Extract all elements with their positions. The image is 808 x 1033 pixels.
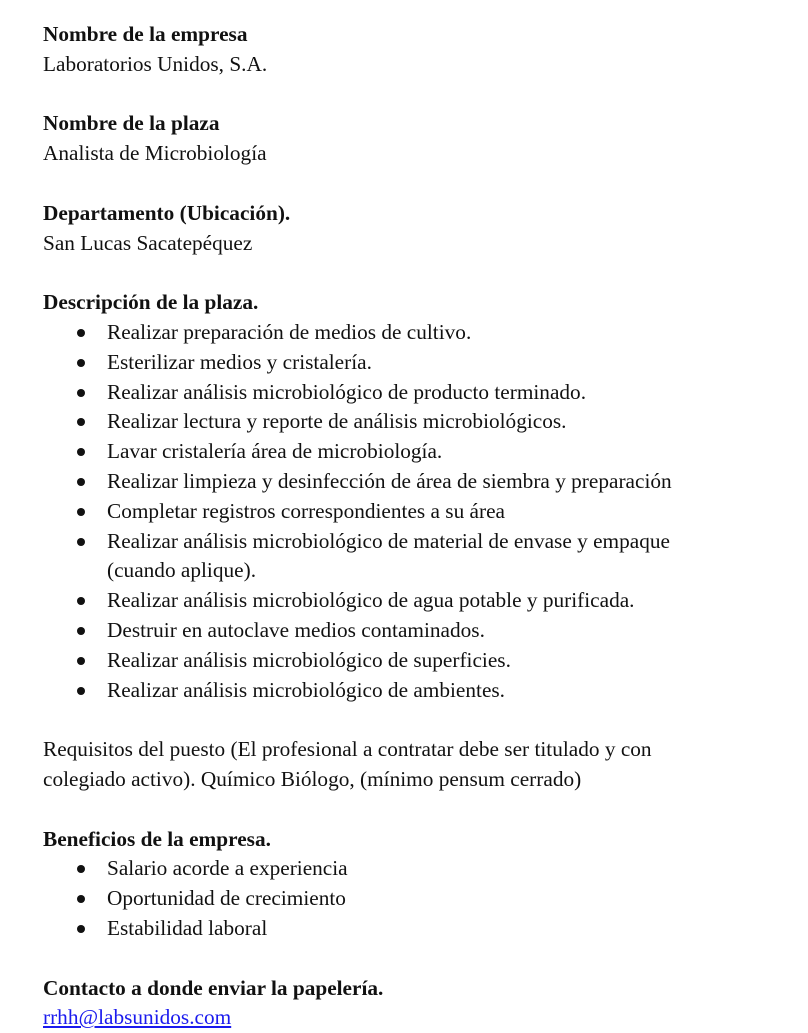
bullet-icon — [77, 418, 85, 426]
bullet-icon — [77, 389, 85, 397]
requirements-line-2: colegiado activo). Químico Biólogo, (mínimo pensum cerrado) — [43, 766, 582, 791]
list-item: Estabilidad laboral — [43, 914, 788, 944]
list-item: Realizar análisis microbiológico de superficies. — [43, 646, 788, 676]
list-item: Salario acorde a experiencia — [43, 854, 788, 884]
list-item: Destruir en autoclave medios contaminados. — [43, 616, 788, 646]
list-item: Esterilizar medios y cristalería. — [43, 348, 788, 378]
list-item: Realizar lectura y reporte de análisis microbiológicos. — [43, 407, 788, 437]
list-item: Oportunidad de crecimiento — [43, 884, 788, 914]
company-heading: Nombre de la empresa — [43, 22, 248, 46]
list-item: Realizar análisis microbiológico de agua potable y purificada. — [43, 586, 788, 616]
description-heading: Descripción de la plaza. — [43, 290, 259, 315]
list-item: Realizar preparación de medios de cultivo. — [43, 318, 788, 348]
bullet-icon — [77, 627, 85, 635]
bullet-icon — [77, 359, 85, 367]
contact-heading: Contacto a donde enviar la papelería. — [43, 975, 384, 1000]
position-name: Analista de Microbiología — [43, 141, 267, 166]
bullet-icon — [77, 597, 85, 605]
requirements-line-1: Requisitos del puesto (El profesional a contratar debe ser titulado y con — [43, 737, 652, 762]
bullet-icon — [77, 865, 85, 873]
company-name: Laboratorios Unidos, S.A. — [43, 51, 268, 76]
bullet-icon — [77, 538, 85, 546]
job-posting-document — [43, 20, 788, 1033]
list-item: Lavar cristalería área de microbiología. — [43, 437, 788, 467]
benefits-list — [43, 854, 788, 943]
location-name: San Lucas Sacatepéquez — [43, 230, 253, 255]
benefits-heading: Beneficios de la empresa. — [43, 826, 271, 851]
list-item: Realizar análisis microbiológico de producto terminado. — [43, 378, 788, 408]
bullet-icon — [77, 657, 85, 665]
bullet-icon — [77, 448, 85, 456]
bullet-icon — [77, 925, 85, 933]
list-item: Realizar análisis microbiológico de material de envase y empaque (cuando aplique). — [43, 527, 788, 587]
list-item: Completar registros correspondientes a su área — [43, 497, 788, 527]
bullet-icon — [77, 687, 85, 695]
bullet-icon — [77, 895, 85, 903]
list-item: Realizar limpieza y desinfección de área de siembra y preparación — [43, 467, 788, 497]
contact-email-link[interactable]: rrhh@labsunidos.com — [43, 1005, 232, 1030]
description-list — [43, 318, 788, 705]
position-heading: Nombre de la plaza — [43, 111, 220, 136]
bullet-icon — [77, 478, 85, 486]
bullet-icon — [77, 329, 85, 337]
list-item: Realizar análisis microbiológico de ambientes. — [43, 676, 788, 706]
location-heading: Departamento (Ubicación). — [43, 200, 291, 225]
bullet-icon — [77, 508, 85, 516]
